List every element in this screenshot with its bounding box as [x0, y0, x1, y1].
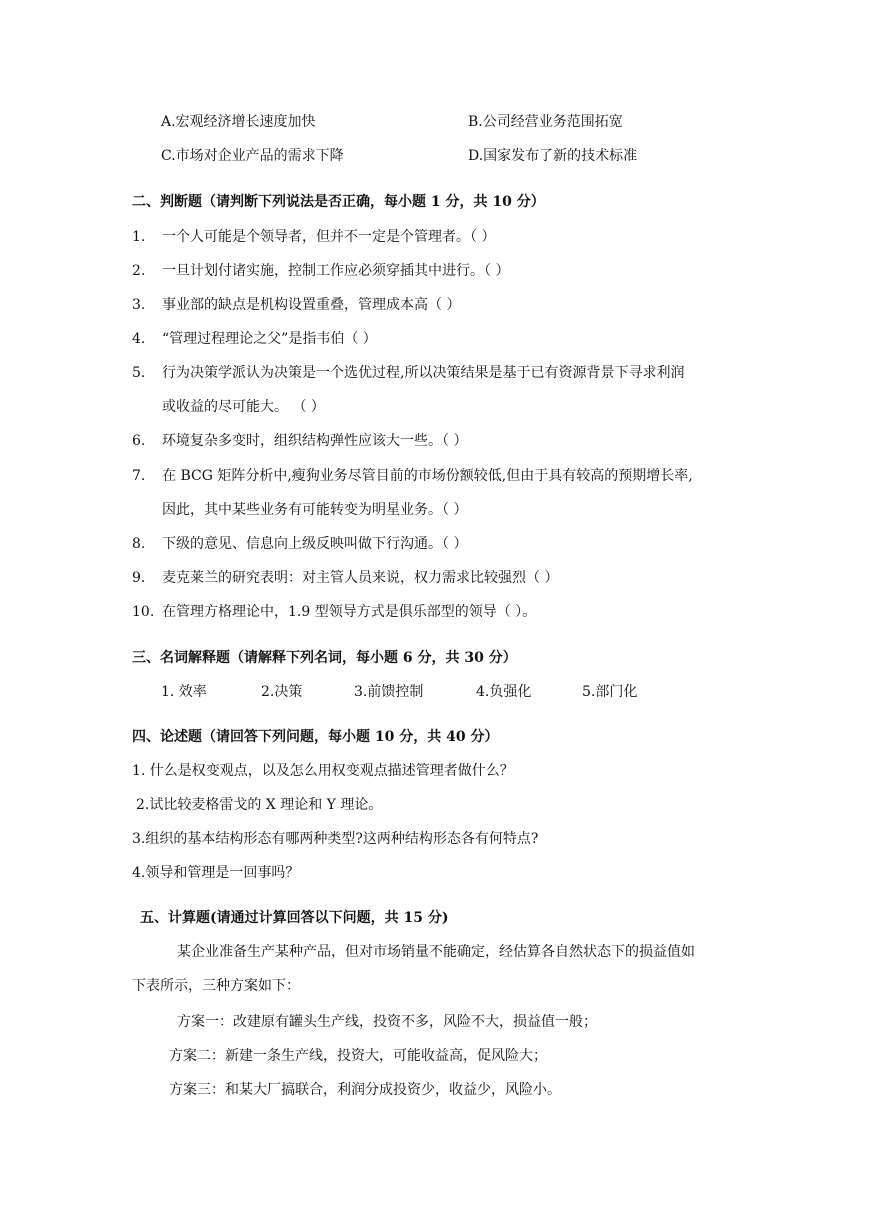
judgment-item: [132, 227, 495, 247]
item-number: 6.: [132, 433, 146, 449]
item-text: 在 BCG 矩阵分析中,瘦狗业务尽管目前的市场份额较低,但由于具有较高的预期增长率,: [162, 468, 693, 484]
item-continuation: 因此，其中某些业务有可能转变为明星业务。（ ）: [162, 502, 468, 518]
item-number: 3.: [132, 297, 146, 313]
choice-a: A.宏观经济增长速度加快: [161, 114, 316, 130]
item-text: 麦克莱兰的研究表明：对主管人员来说，权力需求比较强烈（ ）: [162, 570, 559, 586]
section3-heading: 三、名词解释题（请解释下列名词，每小题 6 分，共 30 分）: [132, 650, 517, 666]
judgment-item: [132, 295, 460, 315]
plan-two: 方案二：新建一条生产线，投资大，可能收益高，促风险大；: [169, 1048, 547, 1064]
term: 5.部门化: [582, 684, 638, 700]
item-text: 下级的意见、信息向上级反映叫做下行沟通。（ ）: [162, 536, 468, 552]
item-number: 1.: [132, 229, 146, 245]
item-number: 2.: [132, 263, 146, 279]
item-text: 事业部的缺点是机构设置重叠，管理成本高（ ）: [162, 297, 461, 313]
item-number: 10.: [132, 604, 155, 620]
essay-question: 4.领导和管理是一回事吗？: [132, 865, 300, 881]
section4-heading: 四、论述题（请回答下列问题，每小题 10 分，共 40 分）: [132, 729, 499, 745]
item-text: 一个人可能是个领导者，但并不一定是个管理者。（ ）: [162, 229, 496, 245]
term: 1. 效率: [161, 684, 207, 700]
problem-intro: 某企业准备生产某种产品，但对市场销量不能确定，经估算各自然状态下的损益值如: [177, 944, 695, 960]
judgment-item: [132, 363, 684, 383]
judgment-item: [132, 568, 558, 588]
essay-question: 3.组织的基本结构形态有哪两种类型?这两种结构形态各有何特点?: [132, 831, 539, 847]
term: 3.前馈控制: [354, 684, 424, 700]
item-text: 一旦计划付诸实施，控制工作应必须穿插其中进行。（ ）: [162, 263, 510, 279]
essay-question: 1. 什么是权变观点，以及怎么用权变观点描述管理者做什么？: [132, 763, 514, 779]
item-number: 4.: [132, 331, 146, 347]
judgment-item: [132, 602, 536, 622]
judgment-item: [132, 431, 467, 451]
judgment-item: [132, 534, 467, 554]
item-text: 环境复杂多变时，组织结构弹性应该大一些。（ ）: [162, 433, 468, 449]
item-number: 7.: [132, 468, 146, 484]
choice-d: D.国家发布了新的技术标准: [468, 148, 638, 164]
choice-c: C.市场对企业产品的需求下降: [161, 148, 344, 164]
plan-one: 方案一：改建原有罐头生产线，投资不多，风险不大，损益值一般；: [177, 1014, 597, 1030]
judgment-item: [132, 329, 377, 349]
term: 2.决策: [261, 684, 303, 700]
item-continuation: 或收益的尽可能大。 （ ）: [162, 399, 325, 415]
item-number: 5.: [132, 365, 146, 381]
term: 4.负强化: [476, 684, 532, 700]
judgment-item: [132, 261, 509, 281]
plan-three: 方案三：和某大厂搞联合，利润分成投资少，收益少，风险小。: [169, 1082, 561, 1098]
item-text: 行为决策学派认为决策是一个选优过程,所以决策结果是基于已有资源背景下寻求利润: [162, 365, 685, 381]
section2-heading: 二、判断题（请判断下列说法是否正确，每小题 1 分，共 10 分）: [132, 194, 545, 210]
judgment-item: [132, 466, 693, 486]
item-text: 在管理方格理论中，1.9 型领导方式是俱乐部型的领导（ ）。: [162, 604, 537, 620]
item-number: 9.: [132, 570, 146, 586]
essay-question: 2.试比较麦格雷戈的 X 理论和 Y 理论。: [136, 797, 383, 813]
problem-intro-continued: 下表所示，三种方案如下：: [132, 978, 300, 994]
item-number: 8.: [132, 536, 146, 552]
choice-b: B.公司经营业务范围拓宽: [468, 114, 623, 130]
section5-heading: 五、计算题(请通过计算回答以下问题，共 15 分): [140, 910, 449, 926]
item-text: “管理过程理论之父”是指韦伯（ ）: [162, 331, 377, 347]
